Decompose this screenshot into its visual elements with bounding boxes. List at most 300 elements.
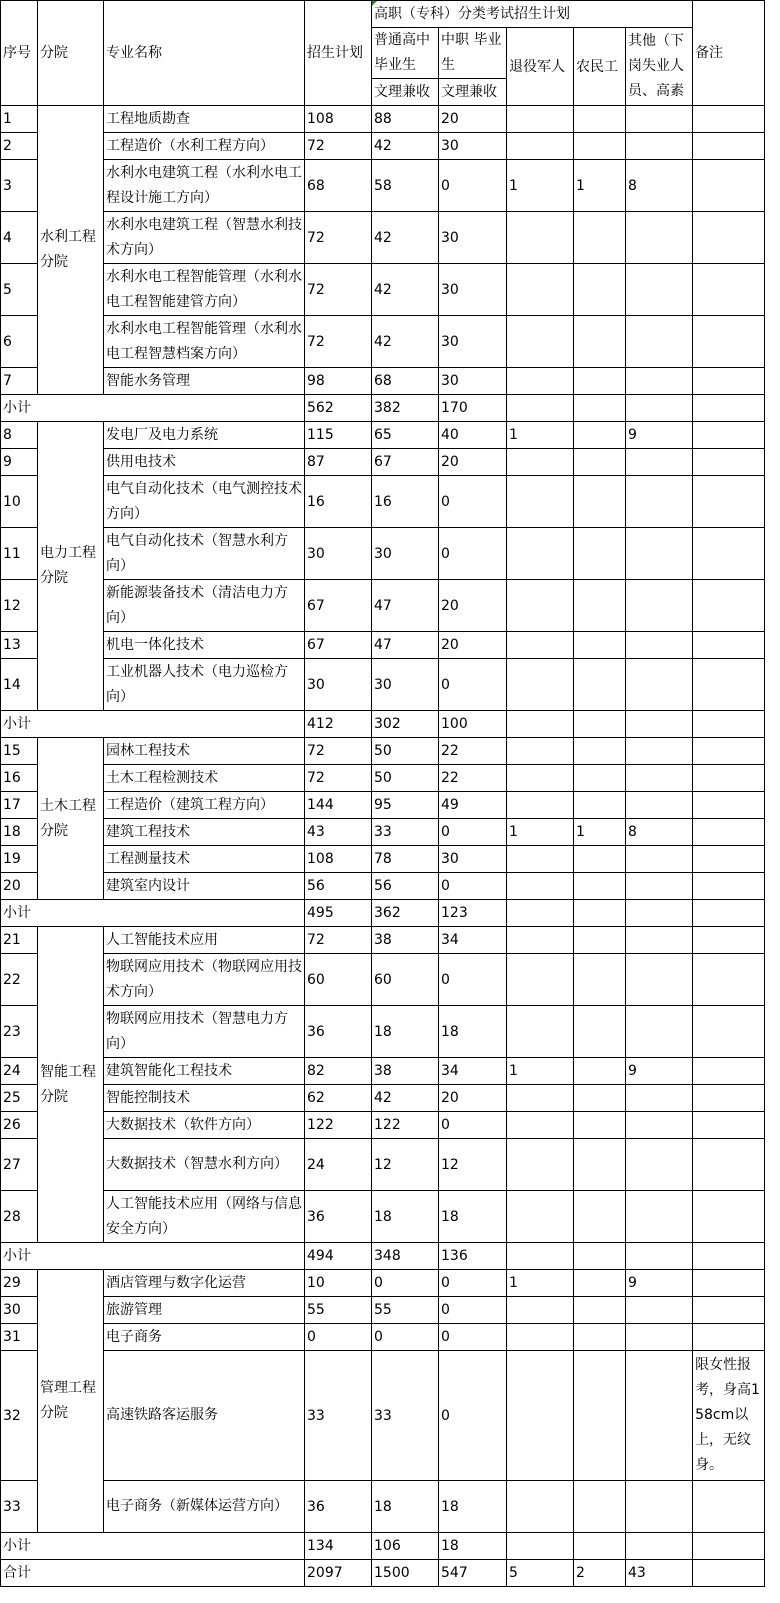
total-vs: 547 [439,1560,507,1587]
subtotal-empty [507,1243,574,1270]
table-row [1,1481,765,1533]
row-plan: 55 [305,1297,372,1324]
row-vet [507,1191,574,1243]
row-note [693,133,765,160]
row-note [693,659,765,711]
row-farm [574,927,626,954]
subtotal-plan: 494 [305,1243,372,1270]
row-note [693,422,765,449]
subtotal-empty [507,900,574,927]
subtotal-label: 小计 [1,1243,305,1270]
row-vet [507,1006,574,1058]
table-row [1,1112,765,1139]
row-seq: 17 [1,792,38,819]
row-vet [507,846,574,873]
row-major: 供用电技术 [104,449,305,476]
row-vs: 22 [439,738,507,765]
subtotal-row [1,1533,765,1560]
row-vs: 0 [439,1297,507,1324]
row-seq: 23 [1,1006,38,1058]
row-vet [507,1139,574,1191]
row-hs: 38 [372,927,439,954]
row-other [626,106,693,133]
row-other [626,873,693,900]
row-seq: 33 [1,1481,38,1533]
subtotal-empty [507,395,574,422]
row-other [626,316,693,368]
row-note [693,1191,765,1243]
row-seq: 29 [1,1270,38,1297]
table-row [1,476,765,528]
row-other [626,449,693,476]
row-seq: 10 [1,476,38,528]
row-other [626,1006,693,1058]
row-plan: 115 [305,422,372,449]
row-plan: 56 [305,873,372,900]
header-dept: 分院 [38,1,104,106]
row-major: 智能控制技术 [104,1085,305,1112]
row-farm [574,106,626,133]
table-row [1,1297,765,1324]
row-plan: 30 [305,659,372,711]
row-note [693,1297,765,1324]
header-seq: 序号 [1,1,38,106]
row-hs: 55 [372,1297,439,1324]
row-major: 建筑室内设计 [104,873,305,900]
table-row [1,1006,765,1058]
row-major: 大数据技术（智慧水利方向） [104,1139,305,1191]
header-vet: 退役军人 [507,28,574,106]
row-vs: 30 [439,133,507,160]
row-farm [574,1139,626,1191]
row-vet [507,476,574,528]
row-note [693,316,765,368]
row-vs: 0 [439,1270,507,1297]
table-row [1,738,765,765]
row-vet [507,1297,574,1324]
header-hs: 普通高中毕业生 [372,28,439,79]
row-note [693,927,765,954]
row-hs: 95 [372,792,439,819]
row-vet [507,1112,574,1139]
total-hs: 1500 [372,1560,439,1587]
row-hs: 16 [372,476,439,528]
row-major: 电子商务 [104,1324,305,1351]
row-vet [507,632,574,659]
row-vs: 12 [439,1139,507,1191]
table-row [1,873,765,900]
row-other [626,927,693,954]
row-plan: 33 [305,1351,372,1481]
row-note [693,1058,765,1085]
subtotal-vs: 100 [439,711,507,738]
row-major: 电气自动化技术（智慧水利方向） [104,528,305,580]
table-row [1,1085,765,1112]
row-farm [574,1006,626,1058]
subtotal-empty [626,1533,693,1560]
row-plan: 60 [305,954,372,1006]
row-vs: 20 [439,632,507,659]
row-vet [507,1324,574,1351]
row-plan: 72 [305,927,372,954]
row-note [693,954,765,1006]
row-other [626,738,693,765]
table-row [1,528,765,580]
row-seq: 31 [1,1324,38,1351]
row-other [626,954,693,1006]
row-vet [507,264,574,316]
row-note [693,106,765,133]
row-farm [574,316,626,368]
row-hs: 33 [372,1351,439,1481]
row-note [693,476,765,528]
row-seq: 5 [1,264,38,316]
row-dept: 管理工程分院 [38,1270,104,1533]
row-note [693,212,765,264]
row-other [626,368,693,395]
row-major: 建筑智能化工程技术 [104,1058,305,1085]
row-farm [574,846,626,873]
row-seq: 19 [1,846,38,873]
row-seq: 15 [1,738,38,765]
row-hs: 42 [372,316,439,368]
table-row [1,580,765,632]
row-plan: 72 [305,212,372,264]
row-plan: 10 [305,1270,372,1297]
subtotal-empty [626,900,693,927]
total-note [693,1560,765,1587]
row-vet [507,738,574,765]
row-plan: 108 [305,846,372,873]
row-vs: 18 [439,1191,507,1243]
row-hs: 12 [372,1139,439,1191]
table-row [1,846,765,873]
row-note [693,819,765,846]
row-farm [574,580,626,632]
row-vs: 0 [439,1324,507,1351]
row-vs: 30 [439,264,507,316]
subtotal-plan: 412 [305,711,372,738]
row-vs: 18 [439,1481,507,1533]
subtotal-plan: 562 [305,395,372,422]
row-hs: 18 [372,1006,439,1058]
total-label: 合计 [1,1560,305,1587]
row-farm [574,954,626,1006]
subtotal-empty [574,1243,626,1270]
row-farm [574,632,626,659]
subtotal-hs: 348 [372,1243,439,1270]
table-row [1,106,765,133]
row-other: 9 [626,422,693,449]
row-vet [507,1481,574,1533]
row-plan: 72 [305,316,372,368]
table-row [1,264,765,316]
row-other [626,632,693,659]
row-hs: 50 [372,765,439,792]
row-other [626,1351,693,1481]
row-other [626,476,693,528]
row-vs: 0 [439,954,507,1006]
row-other [626,765,693,792]
subtotal-row [1,711,765,738]
row-plan: 122 [305,1112,372,1139]
row-note [693,765,765,792]
row-hs: 68 [372,368,439,395]
row-seq: 1 [1,106,38,133]
subtotal-empty [626,1243,693,1270]
row-plan: 98 [305,368,372,395]
row-hs: 47 [372,632,439,659]
total-row [1,1560,765,1587]
row-seq: 11 [1,528,38,580]
row-vs: 20 [439,1085,507,1112]
row-dept: 土木工程分院 [38,738,104,900]
row-hs: 33 [372,819,439,846]
row-major: 工程地质勘查 [104,106,305,133]
row-major: 物联网应用技术（智慧电力方向） [104,1006,305,1058]
row-other [626,1139,693,1191]
subtotal-vs: 170 [439,395,507,422]
subtotal-plan: 495 [305,900,372,927]
row-vet [507,133,574,160]
row-vet [507,528,574,580]
row-note [693,1006,765,1058]
row-hs: 0 [372,1324,439,1351]
row-vet [507,580,574,632]
row-vet: 1 [507,1058,574,1085]
row-major: 高速铁路客运服务 [104,1351,305,1481]
row-farm [574,212,626,264]
row-other [626,212,693,264]
row-major: 工程造价（水利工程方向） [104,133,305,160]
row-note [693,1481,765,1533]
row-seq: 4 [1,212,38,264]
header-note: 备注 [693,1,765,106]
row-farm [574,1324,626,1351]
subtotal-row [1,1243,765,1270]
row-farm [574,659,626,711]
table-row [1,1191,765,1243]
header-vs-sub: 文理兼收 [439,79,507,106]
subtotal-label: 小计 [1,395,305,422]
row-vs: 49 [439,792,507,819]
row-farm: 1 [574,160,626,212]
table-row [1,133,765,160]
row-major: 工程测量技术 [104,846,305,873]
row-plan: 72 [305,264,372,316]
row-plan: 72 [305,765,372,792]
row-vs: 30 [439,368,507,395]
row-hs: 18 [372,1191,439,1243]
subtotal-empty [693,1533,765,1560]
row-vet: 1 [507,160,574,212]
row-vs: 0 [439,528,507,580]
row-farm [574,765,626,792]
row-major: 机电一体化技术 [104,632,305,659]
subtotal-vs: 136 [439,1243,507,1270]
row-note [693,528,765,580]
row-note [693,1085,765,1112]
row-major: 电气自动化技术（电气测控技术方向） [104,476,305,528]
row-hs: 88 [372,106,439,133]
header-group: 高职（专科）分类考试招生计划 [372,1,693,28]
header-other: 其他（下岗失业人员、高素 [626,28,693,106]
row-note [693,580,765,632]
row-plan: 82 [305,1058,372,1085]
row-vet [507,954,574,1006]
row-seq: 22 [1,954,38,1006]
total-farm: 2 [574,1560,626,1587]
row-major: 发电厂及电力系统 [104,422,305,449]
row-farm [574,133,626,160]
row-seq: 2 [1,133,38,160]
subtotal-vs: 18 [439,1533,507,1560]
row-farm [574,1058,626,1085]
row-farm [574,449,626,476]
row-note [693,792,765,819]
table-row [1,1058,765,1085]
row-hs: 78 [372,846,439,873]
row-note [693,160,765,212]
row-major: 水利水电工程智能管理（水利水电工程智能建管方向） [104,264,305,316]
subtotal-label: 小计 [1,1533,305,1560]
row-major: 建筑工程技术 [104,819,305,846]
table-row [1,1139,765,1191]
subtotal-empty [574,1533,626,1560]
row-note [693,1112,765,1139]
table-row [1,792,765,819]
row-farm [574,1270,626,1297]
subtotal-hs: 382 [372,395,439,422]
row-hs: 38 [372,1058,439,1085]
row-vs: 40 [439,422,507,449]
row-vs: 0 [439,1351,507,1481]
row-major: 新能源装备技术（清洁电力方向） [104,580,305,632]
row-plan: 36 [305,1191,372,1243]
subtotal-empty [574,395,626,422]
row-vet [507,449,574,476]
row-other [626,792,693,819]
row-major: 工业机器人技术（电力巡检方向） [104,659,305,711]
row-plan: 144 [305,792,372,819]
row-hs: 60 [372,954,439,1006]
table-body [1,106,765,1587]
row-note [693,449,765,476]
row-hs: 42 [372,1085,439,1112]
subtotal-hs: 106 [372,1533,439,1560]
row-dept: 电力工程分院 [38,422,104,711]
row-farm [574,1112,626,1139]
row-major: 水利水电工程智能管理（水利水电工程智慧档案方向） [104,316,305,368]
row-seq: 21 [1,927,38,954]
row-seq: 7 [1,368,38,395]
row-note [693,368,765,395]
header-plan: 招生计划 [305,1,372,106]
row-vet [507,659,574,711]
row-vet [507,927,574,954]
row-hs: 47 [372,580,439,632]
row-hs: 50 [372,738,439,765]
subtotal-label: 小计 [1,900,305,927]
row-major: 大数据技术（软件方向） [104,1112,305,1139]
row-vet [507,106,574,133]
row-seq: 30 [1,1297,38,1324]
row-farm [574,1085,626,1112]
row-seq: 25 [1,1085,38,1112]
row-vet: 1 [507,1270,574,1297]
row-other: 9 [626,1270,693,1297]
row-farm [574,422,626,449]
row-vs: 34 [439,927,507,954]
row-seq: 27 [1,1139,38,1191]
row-hs: 58 [372,160,439,212]
row-hs: 42 [372,133,439,160]
row-major: 水利水电建筑工程（水利水电工程设计施工方向） [104,160,305,212]
row-other [626,1112,693,1139]
row-vs: 30 [439,212,507,264]
subtotal-empty [574,711,626,738]
row-hs: 67 [372,449,439,476]
row-plan: 0 [305,1324,372,1351]
subtotal-plan: 134 [305,1533,372,1560]
row-farm [574,873,626,900]
table-row [1,632,765,659]
row-seq: 3 [1,160,38,212]
subtotal-empty [507,1533,574,1560]
row-seq: 9 [1,449,38,476]
row-major: 水利水电建筑工程（智慧水利技术方向） [104,212,305,264]
row-vet [507,1351,574,1481]
row-vet [507,368,574,395]
table-row [1,422,765,449]
row-plan: 72 [305,133,372,160]
row-farm [574,738,626,765]
header-major: 专业名称 [104,1,305,106]
row-note [693,846,765,873]
row-note [693,1270,765,1297]
row-plan: 72 [305,738,372,765]
row-vs: 0 [439,476,507,528]
row-other [626,1324,693,1351]
row-vs: 0 [439,659,507,711]
row-farm [574,792,626,819]
row-vet: 1 [507,422,574,449]
row-seq: 32 [1,1351,38,1481]
row-vs: 30 [439,846,507,873]
row-major: 物联网应用技术（物联网应用技术方向） [104,954,305,1006]
row-plan: 16 [305,476,372,528]
row-note [693,1139,765,1191]
row-farm [574,528,626,580]
row-plan: 62 [305,1085,372,1112]
row-seq: 14 [1,659,38,711]
row-seq: 26 [1,1112,38,1139]
row-seq: 8 [1,422,38,449]
row-hs: 56 [372,873,439,900]
row-vet [507,316,574,368]
table-row [1,819,765,846]
row-vs: 30 [439,316,507,368]
row-other [626,580,693,632]
row-plan: 108 [305,106,372,133]
row-vs: 0 [439,873,507,900]
table-row [1,927,765,954]
row-major: 土木工程检测技术 [104,765,305,792]
row-seq: 13 [1,632,38,659]
row-major: 人工智能技术应用（网络与信息安全方向） [104,1191,305,1243]
table-row [1,368,765,395]
row-plan: 30 [305,528,372,580]
